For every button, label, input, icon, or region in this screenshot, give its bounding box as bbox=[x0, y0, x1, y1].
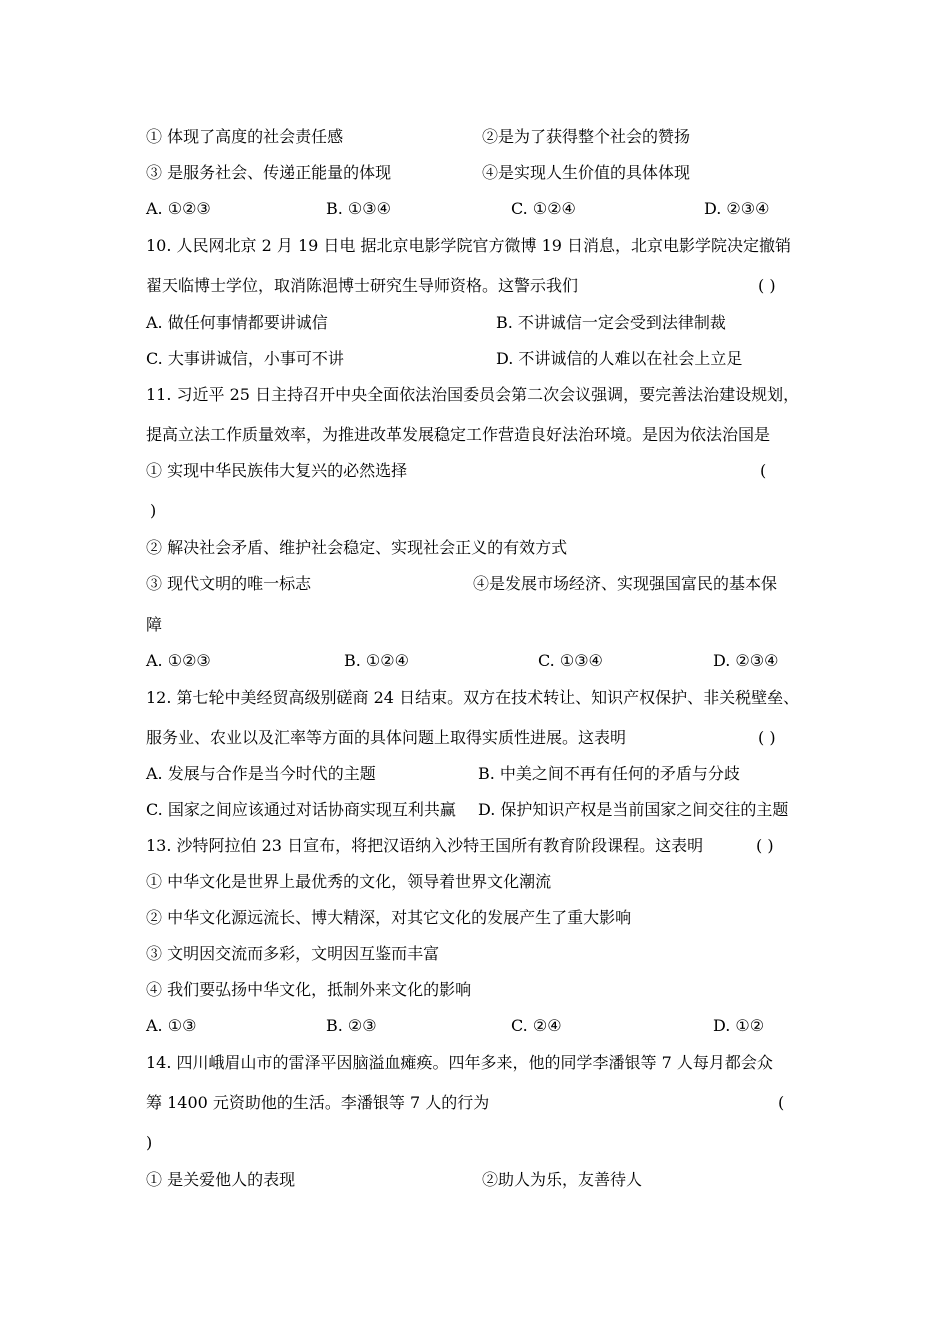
q9-option-b: B. ①③④ bbox=[326, 199, 391, 218]
q9-option-d: D. ②③④ bbox=[704, 199, 770, 218]
q10-answer-paren: ( ) bbox=[758, 276, 776, 295]
q12-stem-line-1: 12. 第七轮中美经贸高级别磋商 24 日结束。双方在技术转让、知识产权保护、非关税壁垒、 bbox=[146, 688, 800, 707]
q10-stem-line-1: 10. 人民网北京 2 月 19 日电 据北京电影学院官方微博 19 日消息，北京电影学院决定撤销 bbox=[146, 236, 792, 255]
q9-statement-1: ① 体现了高度的社会责任感 bbox=[146, 127, 344, 146]
q12-option-d: D. 保护知识产权是当前国家之间交往的主题 bbox=[478, 800, 789, 819]
q9-statement-3: ③ 是服务社会、传递正能量的体现 bbox=[146, 163, 392, 182]
q14-statement-1: ① 是关爱他人的表现 bbox=[146, 1170, 296, 1189]
q12-answer-paren: ( ) bbox=[758, 728, 776, 747]
q13-option-d: D. ①② bbox=[713, 1016, 765, 1035]
q13-statement-1: ① 中华文化是世界上最优秀的文化，领导着世界文化潮流 bbox=[146, 872, 552, 891]
q13-option-b: B. ②③ bbox=[326, 1016, 377, 1035]
q13-statement-4: ④ 我们要弘扬中华文化，抵制外来文化的影响 bbox=[146, 980, 472, 999]
q10-option-c: C. 大事讲诚信，小事可不讲 bbox=[146, 349, 344, 368]
q11-answer-paren-close: ) bbox=[150, 501, 157, 520]
q11-statement-3: ③ 现代文明的唯一标志 bbox=[146, 574, 312, 593]
q11-option-c: C. ①③④ bbox=[538, 651, 603, 670]
q11-answer-paren-open: ( bbox=[760, 461, 767, 480]
q13-option-c: C. ②④ bbox=[511, 1016, 562, 1035]
q12-stem-line-2: 服务业、农业以及汇率等方面的具体问题上取得实质性进展。这表明 bbox=[146, 728, 627, 747]
q9-statement-4: ④是实现人生价值的具体体现 bbox=[482, 163, 691, 182]
q11-stem-line-1: 11. 习近平 25 日主持召开中央全面依法治国委员会第二次会议强调，要完善法治建设规划， bbox=[146, 385, 800, 404]
q9-option-c: C. ①②④ bbox=[511, 199, 576, 218]
q11-option-d: D. ②③④ bbox=[713, 651, 779, 670]
q14-statement-2: ②助人为乐，友善待人 bbox=[482, 1170, 643, 1189]
q12-option-a: A. 发展与合作是当今时代的主题 bbox=[146, 764, 376, 783]
q12-option-b: B. 中美之间不再有任何的矛盾与分歧 bbox=[478, 764, 740, 783]
q11-option-a: A. ①②③ bbox=[146, 651, 211, 670]
q11-statement-4: ④是发展市场经济、实现强国富民的基本保 bbox=[473, 574, 778, 593]
q13-answer-paren: ( ) bbox=[756, 836, 774, 855]
q13-option-a: A. ①③ bbox=[146, 1016, 197, 1035]
q13-stem-line-1: 13. 沙特阿拉伯 23 日宣布，将把汉语纳入沙特王国所有教育阶段课程。这表明 bbox=[146, 836, 704, 855]
q11-statement-2: ② 解决社会矛盾、维护社会稳定、实现社会正义的有效方式 bbox=[146, 538, 568, 557]
q11-statement-1: ① 实现中华民族伟大复兴的必然选择 bbox=[146, 461, 408, 480]
q14-answer-paren-open: ( bbox=[778, 1093, 785, 1112]
q11-statement-4-wrap: 障 bbox=[146, 615, 163, 634]
q10-option-b: B. 不讲诚信一定会受到法律制裁 bbox=[496, 313, 726, 332]
q10-stem-line-2: 翟天临博士学位，取消陈浥博士研究生导师资格。这警示我们 bbox=[146, 276, 579, 295]
q9-option-a: A. ①②③ bbox=[146, 199, 211, 218]
q10-option-d: D. 不讲诚信的人难以在社会上立足 bbox=[496, 349, 743, 368]
q14-stem-line-1: 14. 四川峨眉山市的雷泽平因脑溢血瘫痪。四年多来，他的同学李潘银等 7 人每月都会众 bbox=[146, 1053, 773, 1072]
q11-stem-line-2: 提高立法工作质量效率，为推进改革发展稳定工作营造良好法治环境。是因为依法治国是 bbox=[146, 425, 771, 444]
q13-statement-3: ③ 文明因交流而多彩，文明因互鉴而丰富 bbox=[146, 944, 440, 963]
q10-option-a: A. 做任何事情都要讲诚信 bbox=[146, 313, 328, 332]
q11-option-b: B. ①②④ bbox=[344, 651, 409, 670]
q9-statement-2: ②是为了获得整个社会的赞扬 bbox=[482, 127, 691, 146]
q13-statement-2: ② 中华文化源远流长、博大精深，对其它文化的发展产生了重大影响 bbox=[146, 908, 632, 927]
q12-option-c: C. 国家之间应该通过对话协商实现互利共赢 bbox=[146, 800, 456, 819]
q14-stem-line-2: 筹 1400 元资助他的生活。李潘银等 7 人的行为 bbox=[146, 1093, 490, 1112]
q14-answer-paren-close: ) bbox=[146, 1133, 153, 1152]
